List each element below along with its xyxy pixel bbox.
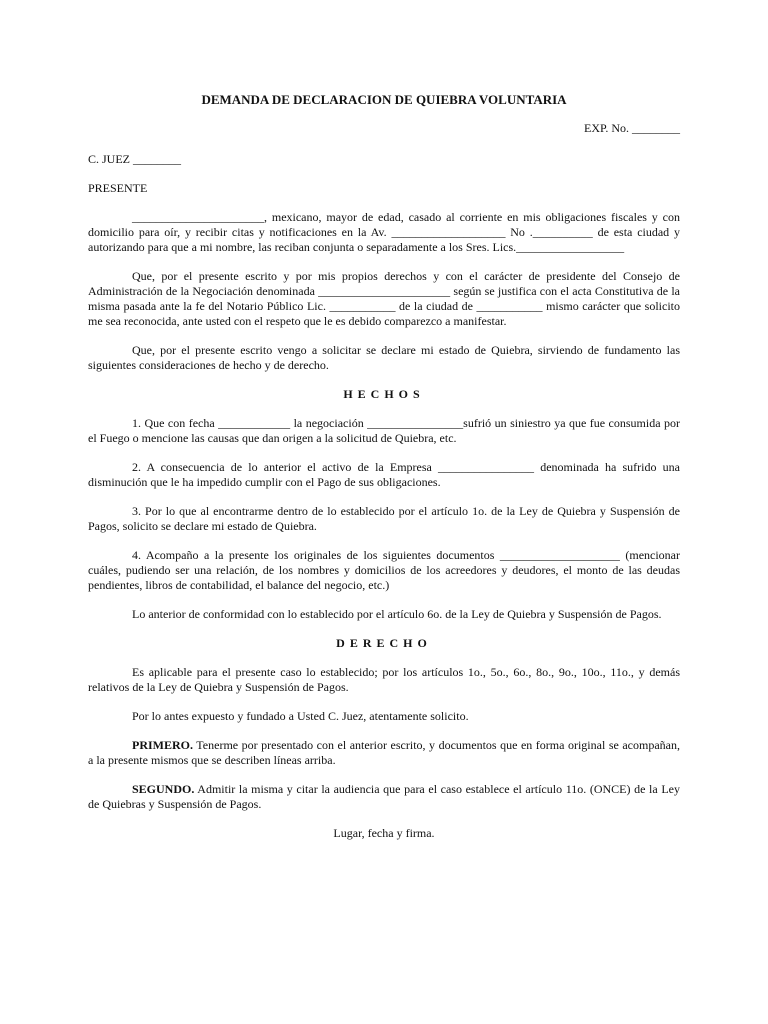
derecho-paragraph: Es aplicable para el presente caso lo establecido; por los artículos 1o., 5o., 6o., 8o., 9o., 10o., 11o., y demás relativos de la Ley de Quiebra y Suspensión de Pagos. bbox=[88, 665, 680, 694]
primero-paragraph bbox=[88, 738, 680, 768]
primero-label: PRIMERO. bbox=[132, 738, 193, 752]
paragraph-1: Que, por el presente escrito y por mis propios derechos y con el carácter de presidente del Consejo de Administración de la Negociación denominada ______________________ según se justifica con el acta Constitutiva de la misma pasada ante la fe del Notario Público Lic. ___________ de la ciudad de ___________ mismo carácter que solicito me sea reconocida, ante usted con el respeto que le es debido comparezco a manifestar. bbox=[88, 269, 680, 328]
hecho-4: 4. Acompaño a la presente los originales de los siguientes documentos ____________________ (mencionar cuáles, pudiendo ser una relación, de los nombres y domicilios de los acreedores y deudores, el monto de las deudas pendientes, libros de contabilidad, el balance del negocio, etc.) bbox=[88, 548, 680, 592]
hecho-3: 3. Por lo que al encontrarme dentro de lo establecido por el artículo 1o. de la Ley de Quiebra y Suspensión de Pagos, solicito se declare mi estado de Quiebra. bbox=[88, 504, 680, 533]
signature-line: Lugar, fecha y firma. bbox=[333, 826, 435, 840]
hecho-conclusion: Lo anterior de conformidad con lo establecido por el artículo 6o. de la Ley de Quiebra y Suspensión de Pagos. bbox=[132, 607, 662, 621]
hecho-2: 2. A consecuencia de lo anterior el activo de la Empresa ________________ denominada ha sufrido una disminución que le ha impedido cumplir con el Pago de sus obligaciones. bbox=[88, 460, 680, 489]
derecho-heading: DERECHO bbox=[336, 636, 432, 650]
document-title: DEMANDA DE DECLARACION DE QUIEBRA VOLUNTARIA bbox=[201, 92, 567, 107]
solicito-paragraph: Por lo antes expuesto y fundado a Usted C. Juez, atentamente solicito. bbox=[132, 709, 469, 723]
segundo-text: Admitir la misma y citar la audiencia que para el caso establece el artículo 11o. (ONCE) de la Ley de Quiebras y Suspensión de Pagos. bbox=[88, 782, 680, 811]
presente-label: PRESENTE bbox=[88, 181, 148, 195]
segundo-paragraph bbox=[88, 782, 680, 812]
segundo-label: SEGUNDO. bbox=[132, 782, 195, 796]
hechos-heading: HECHOS bbox=[343, 387, 425, 401]
hecho-1: 1. Que con fecha ____________ la negociación ________________sufrió un siniestro ya que fue consumida por el Fuego o mencione las causas que dan origen a la solicitud de Quiebra, etc. bbox=[88, 416, 680, 445]
paragraph-2: Que, por el presente escrito vengo a solicitar se declare mi estado de Quiebra, sirviendo de fundamento las siguientes consideraciones de hecho y de derecho. bbox=[88, 343, 680, 372]
primero-text: Tenerme por presentado con el anterior escrito, y documentos que en forma original se acompañan, a la presente mismos que se describen líneas arriba. bbox=[88, 738, 680, 767]
judge-addressee: C. JUEZ ________ bbox=[88, 152, 181, 166]
intro-paragraph: ______________________, mexicano, mayor de edad, casado al corriente en mis obligaciones fiscales y con domicilio para oír, y recibir citas y notificaciones en la Av. ___________________ No .__________ de esta ciudad y autorizando para que a mi nombre, las reciban conjunta o separadamente a los Sres. Lics.__________________ bbox=[88, 210, 680, 254]
expediente-number: EXP. No. ________ bbox=[583, 121, 680, 135]
